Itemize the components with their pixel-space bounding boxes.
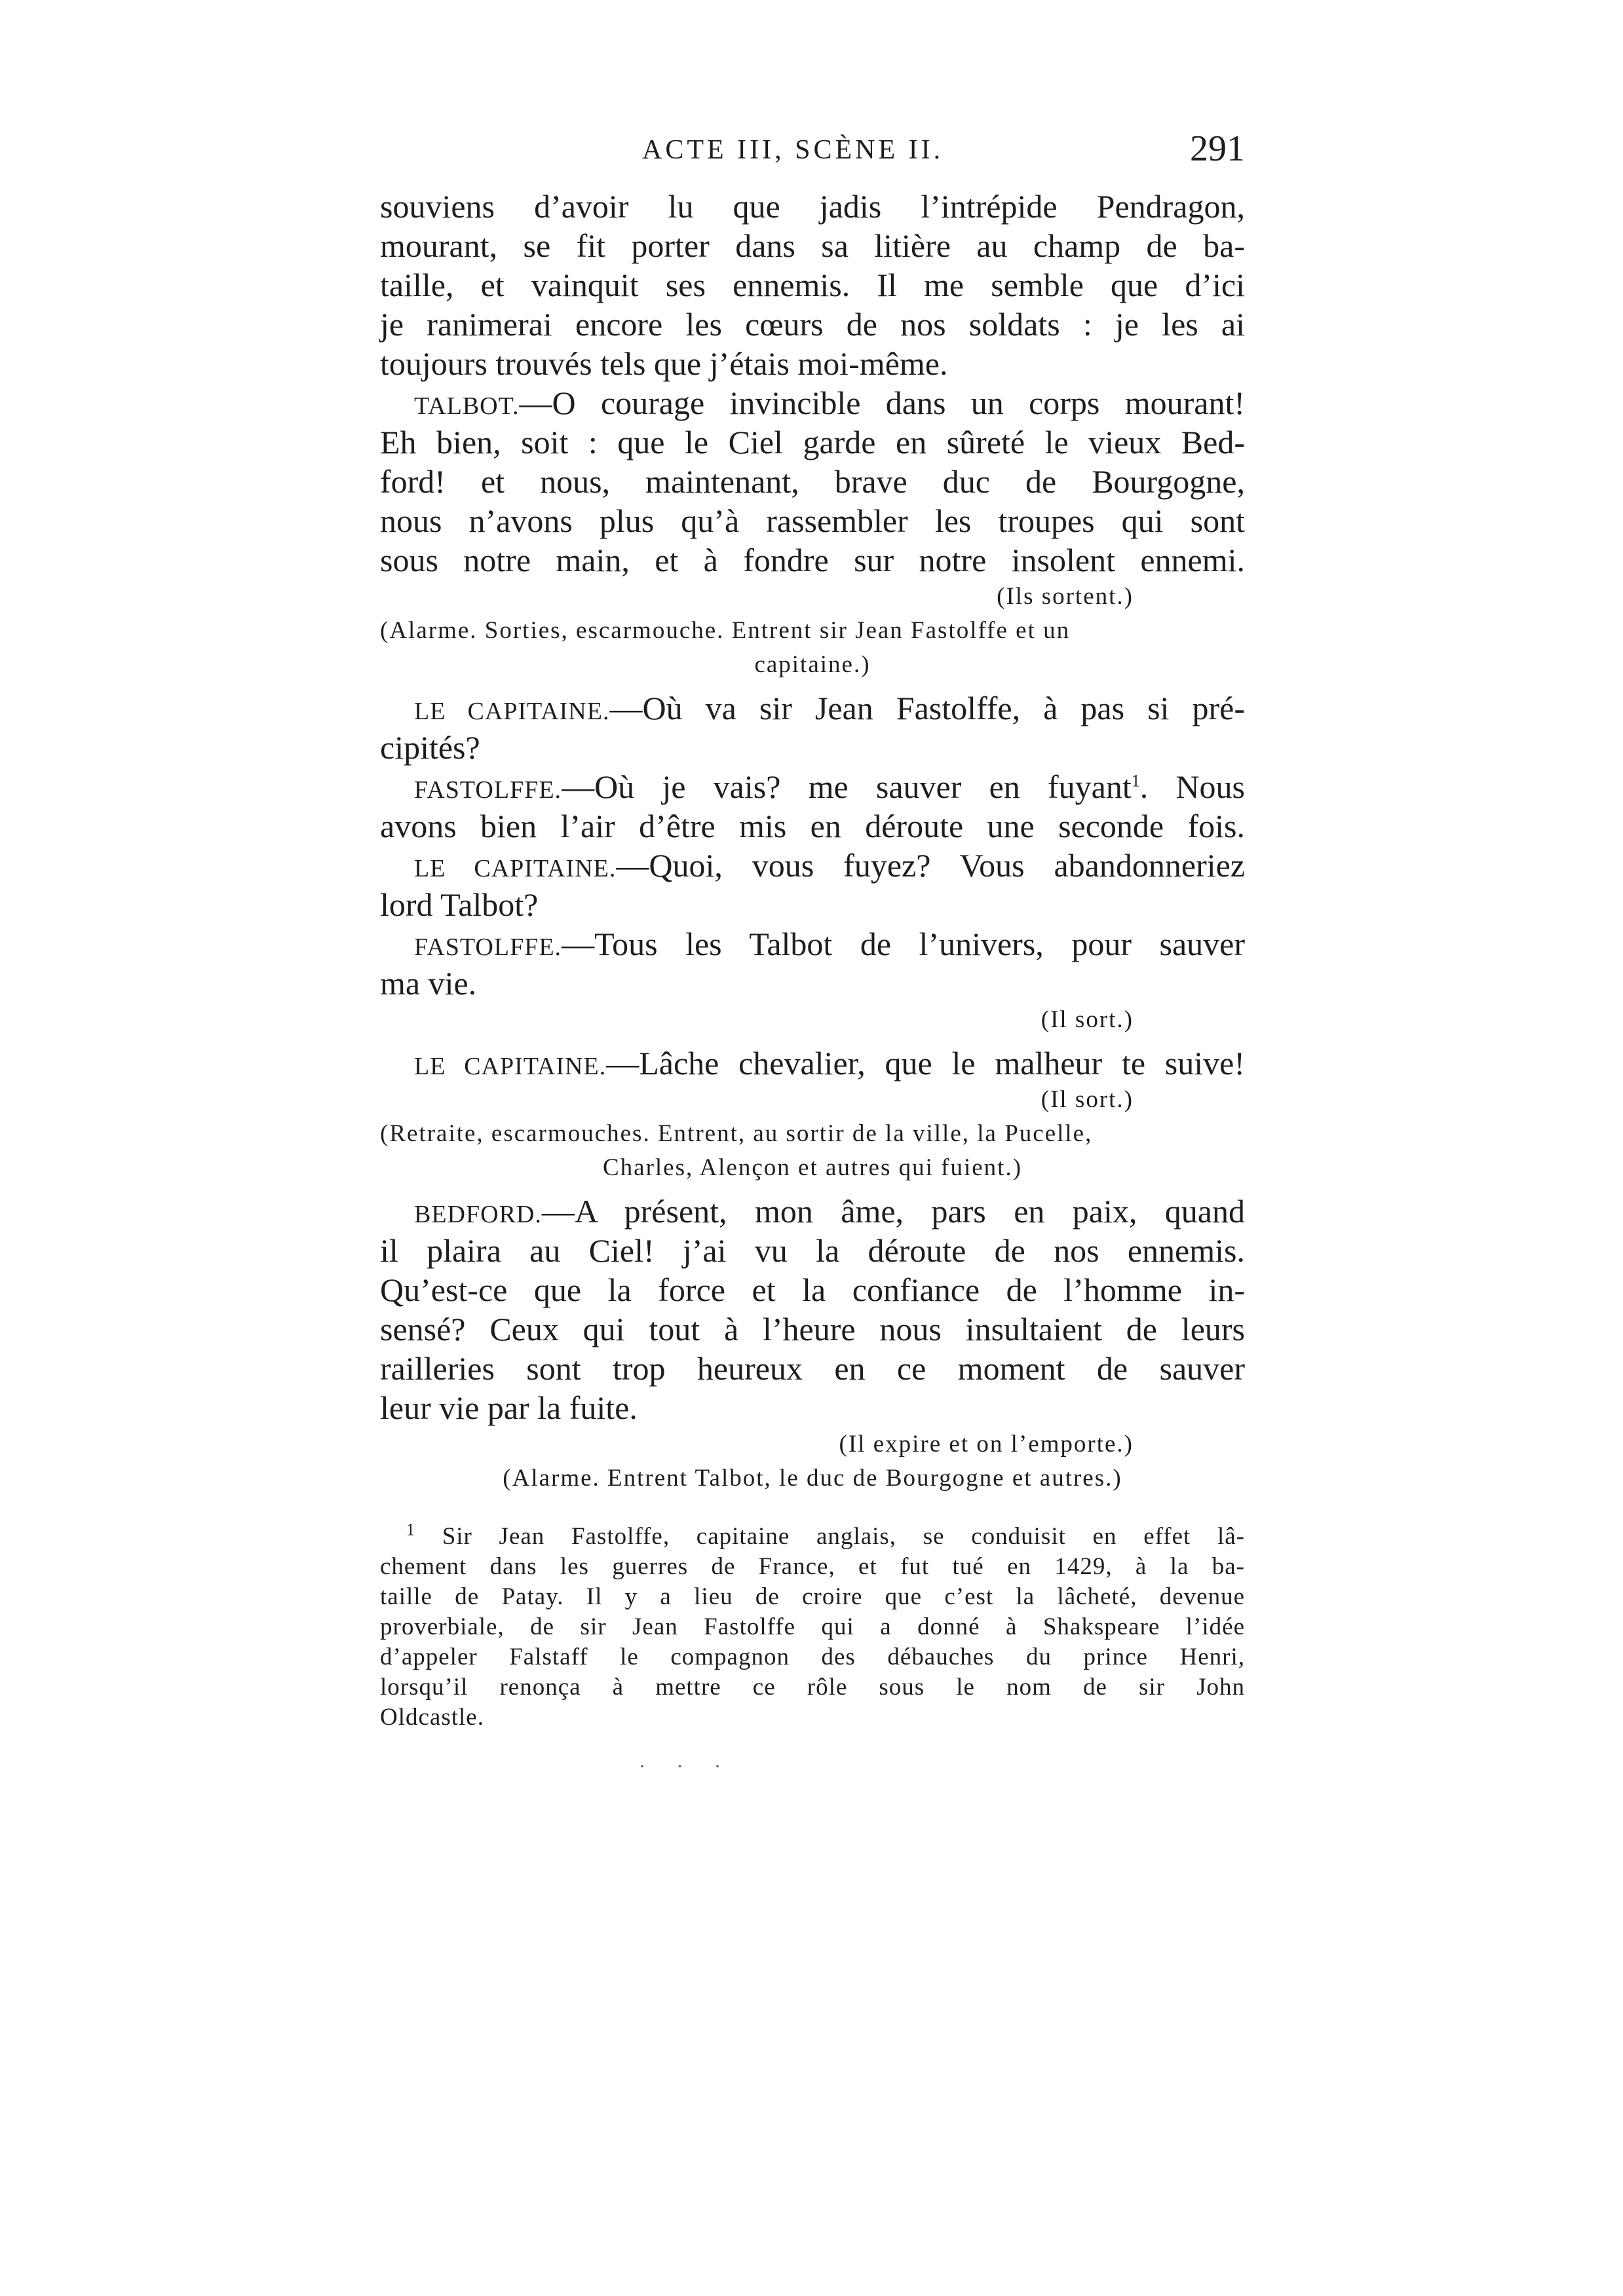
book-page — [380, 128, 1245, 1733]
speaker-name: LE CAPITAINE. — [414, 855, 617, 882]
speech-fastolffe-2 — [380, 924, 1245, 1003]
speech-text: —O courage invincible dans un corps mourant! — [519, 385, 1245, 421]
speaker-name: BEDFORD. — [414, 1201, 542, 1228]
text-line: souviens d’avoir lu que jadis l’intrépide Pendragon, — [380, 188, 1245, 225]
footnote-line: chement dans les guerres de France, et fut tué en 1429, à la ba- — [380, 1553, 1245, 1580]
paragraph-pendragon — [380, 187, 1245, 383]
speaker-name: LE CAPITAINE. — [414, 1053, 607, 1080]
footnote-marker: 1 — [406, 1520, 415, 1539]
text-line: nous n’avons plus qu’à rassembler les troupes qui sont — [380, 502, 1245, 539]
text-line: lord Talbot? — [380, 886, 539, 923]
text-line: cipités? — [380, 729, 480, 766]
speech-text: . Nous — [1139, 768, 1245, 805]
speaker-name: FASTOLFFE. — [414, 933, 562, 961]
text-line: ford! et nous, maintenant, brave duc de Bourgogne, — [380, 463, 1245, 500]
speech-capitaine-3 — [380, 1044, 1245, 1083]
footnote-line: Oldcastle. — [380, 1704, 484, 1731]
stage-direction: capitaine.) — [754, 651, 871, 678]
footnote-line: lorsqu’il renonça à mettre ce rôle sous le nom de sir John — [380, 1674, 1245, 1701]
text-line: Eh bien, soit : que le Ciel garde en sûreté le vieux Bed- — [380, 424, 1245, 461]
stage-direction: (Ils sortent.) — [997, 583, 1134, 610]
running-title: ACTE III, SCÈNE II. — [642, 135, 944, 165]
text-line: je ranimerai encore les cœurs de nos soldats : je les ai — [380, 306, 1245, 343]
speech-talbot — [380, 383, 1245, 580]
footnote-line — [380, 1522, 1245, 1552]
text-line: avons bien l’air d’être mis en déroute une seconde fois. — [380, 808, 1245, 844]
page-number: 291 — [1190, 128, 1245, 169]
footnote — [380, 1522, 1245, 1733]
text-line: Qu’est-ce que la force et la confiance de l’homme in- — [380, 1271, 1245, 1308]
footnote-line: proverbiale, de sir Jean Fastolffe qui a donné à Shakspeare l’idée — [380, 1613, 1245, 1640]
speech-first-line — [380, 846, 1245, 885]
speech-text: —Où va sir Jean Fastolffe, à pas si pré- — [609, 690, 1245, 726]
speaker-name: FASTOLFFE. — [414, 776, 562, 804]
speaker-name: LE CAPITAINE. — [414, 698, 610, 725]
print-specks: · · · — [639, 1756, 734, 1777]
text-line: ma vie. — [380, 965, 477, 1002]
speech-text: —Quoi, vous fuyez? Vous abandonneriez — [616, 847, 1245, 884]
speech-capitaine-1 — [380, 688, 1245, 767]
speaker-name: TALBOT. — [414, 392, 520, 420]
text-line: sensé? Ceux qui tout à l’heure nous insultaient de leurs — [380, 1311, 1245, 1347]
speech-first-line — [380, 1192, 1245, 1231]
text-line: mourant, se fit porter dans sa litière au champ de ba- — [380, 227, 1245, 264]
stage-direction: Charles, Alençon et autres qui fuient.) — [602, 1154, 1023, 1181]
running-head — [380, 128, 1245, 187]
speech-capitaine-2 — [380, 846, 1245, 924]
speech-text: —Tous les Talbot de l’univers, pour sauver — [562, 926, 1245, 962]
footnote-line: d’appeler Falstaff le compagnon des débauches du prince Henri, — [380, 1644, 1245, 1670]
speech-first-line — [380, 767, 1245, 806]
speech-first-line — [380, 924, 1245, 964]
stage-direction: (Il expire et on l’emporte.) — [839, 1431, 1134, 1458]
speech-first-line — [380, 688, 1245, 728]
footnote-reference[interactable]: 1 — [1131, 771, 1140, 791]
speech-first-line — [380, 383, 1245, 423]
text-line: sous notre main, et à fondre sur notre insolent ennemi. — [380, 542, 1245, 578]
speech-first-line — [380, 1044, 1245, 1083]
text-line: il plaira au Ciel! j’ai vu la déroute de nos ennemis. — [380, 1232, 1245, 1269]
speech-text: —Où je vais? me sauver en fuyant — [562, 768, 1132, 805]
speech-text: —A présent, mon âme, pars en paix, quand — [541, 1193, 1245, 1230]
text-line: taille, et vainquit ses ennemis. Il me semble que d’ici — [380, 267, 1245, 303]
text-line: toujours trouvés tels que j’étais moi-même. — [380, 345, 948, 382]
stage-direction: (Il sort.) — [1041, 1006, 1134, 1033]
stage-direction: (Retraite, escarmouches. Entrent, au sortir de la ville, la Pucelle, — [380, 1120, 1093, 1147]
speech-text: —Lâche chevalier, que le malheur te suive! — [606, 1045, 1246, 1082]
text-line: leur vie par la fuite. — [380, 1389, 638, 1426]
stage-direction: (Alarme. Entrent Talbot, le duc de Bourgogne et autres.) — [503, 1465, 1122, 1492]
speech-fastolffe-1 — [380, 767, 1245, 846]
footnote-line: taille de Patay. Il y a lieu de croire que c’est la lâcheté, devenue — [380, 1583, 1245, 1610]
speech-bedford — [380, 1192, 1245, 1427]
stage-direction: (Alarme. Sorties, escarmouche. Entrent sir Jean Fastolffe et un — [380, 617, 1071, 644]
text-line: railleries sont trop heureux en ce moment de sauver — [380, 1350, 1245, 1387]
stage-direction: (Il sort.) — [1041, 1086, 1134, 1113]
footnote-text: Sir Jean Fastolffe, capitaine anglais, se conduisit en effet lâ- — [442, 1523, 1245, 1550]
